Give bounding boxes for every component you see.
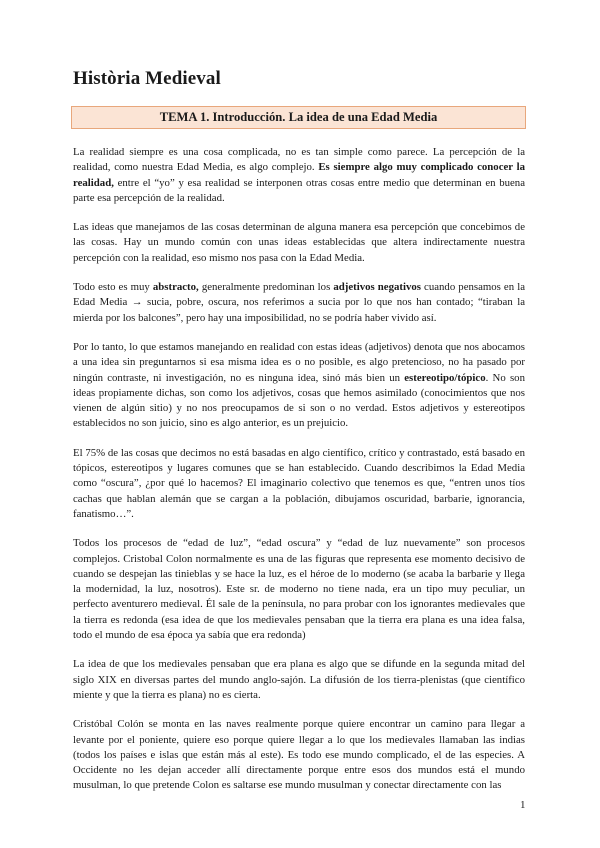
- document-body: [73, 145, 525, 808]
- section-heading-box: [71, 106, 526, 129]
- document-title: Història Medieval: [73, 68, 221, 89]
- paragraph-3: [73, 280, 525, 326]
- page-number: 1: [520, 799, 526, 811]
- paragraph-3-bold-adjectives: adjetivos negativos: [333, 281, 421, 294]
- paragraph-3-text-c: generalmente predominan los: [198, 281, 334, 294]
- paragraph-3-bold-abstract: abstracto,: [152, 281, 199, 294]
- paragraph-4-text-c: . No son ideas propiamente dichas, son como los adjetivos, cosas que hemos asimilado (conocimientos que nos vienen de algún sitio) y no nos preocupamos de si son o no verdad. Estos adjetivos y estereotipos establecidos no son juicio, sino es algo anterior, es un prejuicio.: [73, 371, 525, 430]
- paragraph-4-text-a: Por lo tanto, lo que estamos manejando en realidad con estas ideas (adjetivos) denota que nos abocamos a una idea sin preguntarnos si esa misma idea es o no posible, es algo pretencioso, no ha pasado por ningún contraste, ni investigación, no es ninguna idea, sinó más bien un: [73, 340, 525, 384]
- paragraph-3-text-a: Todo esto es muy: [73, 281, 153, 294]
- paragraph-2: Las ideas que manejamos de las cosas determinan de alguna manera esa percepción que concebimos de las cosas. Hay un mundo común con unas ideas establecidas que altera indirectamente nuestra percepción con la realidad, eso mismo nos pasa con la Edad Media.: [73, 221, 525, 264]
- paragraph-1-text-c: entre el “yo” y esa realidad se interponen otras cosas entre medio que determinan en buena parte esa percepción de la realidad.: [73, 176, 525, 204]
- section-heading: TEMA 1. Introducción. La idea de una Edad Media: [159, 110, 438, 124]
- paragraph-7: La idea de que los medievales pensaban que era plana es algo que se difunde en la segunda mitad del siglo XIX en diversas partes del mundo anglo-sajón. La difusión de los tierra-plenistas (que científico miente y que la tierra es plana) no es cierta.: [73, 658, 525, 701]
- paragraph-4-bold-stereotype: estereotipo/tópico: [404, 371, 486, 384]
- paragraph-1-bold: Es siempre algo muy complicado conocer la realidad,: [73, 161, 526, 189]
- paragraph-8: Cristóbal Colón se monta en las naves realmente porque quiere encontrar un camino para llegar a levante por el poniente, quiere eso porque quiere llegar a lo que los medievales llamaban las indias (todos los países e islas que están más al este). Es todo ese mundo complicado, el de las especies. A Occidente no les dejan acceder allí directamente porque entre esos dos mundos está el mundo musulman, lo que pretende Colon es saltarse ese mundo musulman y conectar directamente con las: [73, 718, 525, 792]
- paragraph-1: [73, 145, 525, 206]
- paragraph-4: [73, 340, 525, 432]
- paragraph-3-text-e: cuando pensamos en la Edad Media → sucia, pobre, oscura, nos referimos a sucia por lo que nos han contado; “tiraban la mierda por los balcones”, pero hay una imposibilidad, no se podría haber vivido así.: [73, 281, 525, 324]
- paragraph-1-text-a: La realidad siempre es una cosa complicada, no es tan simple como parece. La percepción de la realidad, como nuestra Edad Media, es algo complejo.: [73, 146, 525, 174]
- paragraph-5: El 75% de las cosas que decimos no está basadas en algo científico, crítico y contrastado, está basado en tópicos, estereotipos y lugares comunes que se han establecido. Cuando describimos la Edad Media como “oscura”, ¿por qué lo hacemos? El imaginario colectivo que tenemos es que, “entren unos tíos cachas que hablan alemán que se cargan a la población, dibujamos oscuridad, barbarie, ignorancia, fanatismo…”.: [73, 446, 525, 520]
- paragraph-6: Todos los procesos de “edad de luz”, “edad oscura” y “edad de luz nuevamente” son procesos complejos. Cristobal Colon normalmente es una de las figuras que representa ese momento decisivo de cuando se despejan las tinieblas y se hace la luz, es el héroe de lo moderno (se acaba la barbarie y llega la modernidad, la luz, nosotros). Este sr. de moderno no tiene nada, era un tipo muy peculiar, un perfecto aventurero medieval. Él sale de la península, no para probar con los ignorantes medievales que la tierra es redonda (esa idea de que los medievales pensaban que la tierra era plana es una idea falsa, todo el mundo de esa época ya sabía que era redonda): [73, 537, 525, 642]
